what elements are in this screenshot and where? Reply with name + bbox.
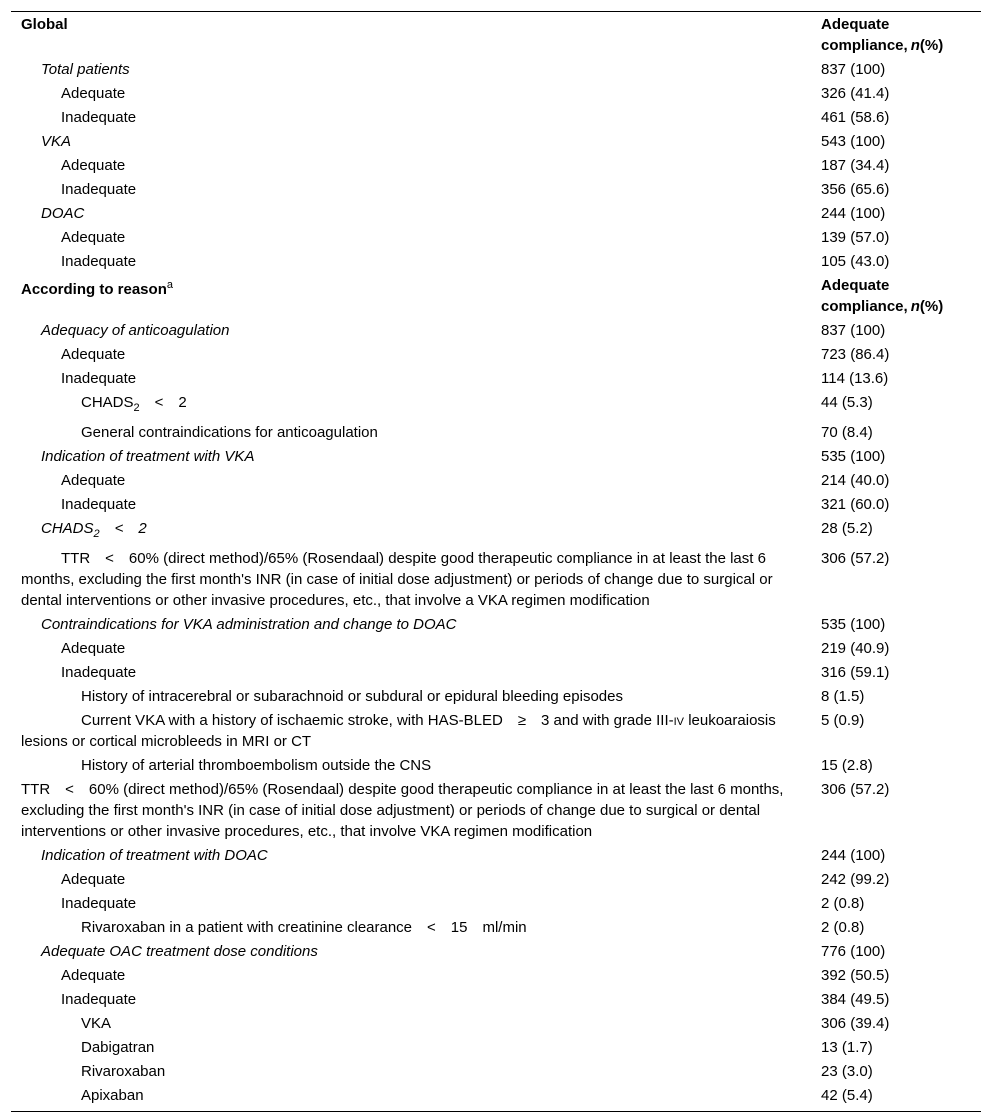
table-row	[11, 547, 981, 613]
row-label-text: Adequate	[61, 157, 126, 174]
table-row	[11, 709, 981, 754]
row-label	[11, 844, 811, 868]
table-row	[11, 778, 981, 844]
row-label	[11, 964, 811, 988]
table-row	[11, 154, 981, 178]
row-label-text: Adequate	[61, 85, 126, 102]
row-label	[11, 1060, 811, 1084]
row-label-text: Inadequate	[61, 181, 137, 198]
row-value: 723 (86.4)	[821, 346, 890, 363]
row-value: 219 (40.9)	[821, 640, 890, 657]
row-value: 535 (100)	[821, 616, 886, 633]
table-row	[11, 1036, 981, 1060]
row-label-text: DOAC	[41, 205, 85, 222]
row-label	[11, 58, 811, 82]
row-label	[11, 421, 811, 445]
row-label-text: Inadequate	[61, 991, 137, 1008]
row-label	[11, 685, 811, 709]
row-label	[11, 709, 811, 754]
table-row	[11, 916, 981, 940]
row-label-text: Inadequate	[61, 253, 137, 270]
footnote-marker: a	[166, 279, 173, 291]
row-value: 306 (57.2)	[821, 550, 890, 567]
n-symbol: n	[910, 37, 920, 54]
table-row	[11, 421, 981, 445]
row-label-suffix: < 2	[139, 394, 187, 411]
row-label	[11, 778, 811, 844]
row-label	[11, 916, 811, 940]
row-value: 105 (43.0)	[821, 253, 890, 270]
row-value: 776 (100)	[821, 943, 886, 960]
row-label-text: History of intracerebral or subarachnoid or subdural or epidural bleeding episodes	[81, 688, 623, 705]
row-label	[11, 154, 811, 178]
row-label-text: Inadequate	[61, 109, 137, 126]
row-label	[11, 367, 811, 391]
row-label	[11, 988, 811, 1012]
row-label-text: VKA	[81, 1015, 112, 1032]
table-row	[11, 892, 981, 916]
table-row	[11, 964, 981, 988]
section-title	[11, 274, 811, 319]
row-label-text: TTR < 60% (direct method)/65% (Rosendaal) despite good therapeutic compliance in at least the last 6 months, excluding the first month's INR (in case of initial dose adjustment) or periods of change due to surgical or dental interventions or other invasive procedures, etc., that involve a VKA regimen modification	[21, 550, 773, 609]
row-value: 306 (39.4)	[821, 1015, 890, 1032]
table-row	[11, 58, 981, 82]
row-value: 321 (60.0)	[821, 496, 890, 513]
row-label	[11, 661, 811, 685]
row-label	[11, 1036, 811, 1060]
row-value: 392 (50.5)	[821, 967, 890, 984]
row-label-text: Inadequate	[61, 895, 137, 912]
row-value: 42 (5.4)	[821, 1087, 873, 1104]
table-row	[11, 1060, 981, 1084]
row-value: 543 (100)	[821, 133, 886, 150]
subscript: 2	[133, 402, 140, 414]
table-row	[11, 940, 981, 964]
row-value: 139 (57.0)	[821, 229, 890, 246]
row-label-text: Current VKA with a history of ischaemic stroke, with HAS-BLED ≥ 3 and with grade III-	[81, 712, 674, 729]
row-value: 187 (34.4)	[821, 157, 890, 174]
table-row	[11, 319, 981, 343]
row-label-text: Adequate	[61, 472, 126, 489]
row-label-text: Apixaban	[81, 1087, 144, 1104]
row-label	[11, 613, 811, 637]
row-label-text: Total patients	[41, 61, 130, 78]
table-row	[11, 988, 981, 1012]
column-header: Adequate compliance, n(%)	[821, 277, 944, 315]
table-row	[11, 130, 981, 154]
section-header-row	[11, 274, 981, 319]
table-row	[11, 517, 981, 547]
row-label	[11, 202, 811, 226]
row-label-text: General contraindications for anticoagulation	[81, 424, 378, 441]
row-label	[11, 130, 811, 154]
row-label-text: Indication of treatment with VKA	[41, 448, 255, 465]
row-label	[11, 106, 811, 130]
row-value: 114 (13.6)	[821, 370, 889, 387]
table-row	[11, 613, 981, 637]
n-symbol: n	[910, 298, 920, 315]
row-value: 837 (100)	[821, 61, 886, 78]
row-label-text: Adequate	[61, 346, 126, 363]
row-label-text: Inadequate	[61, 664, 137, 681]
row-label	[11, 1084, 811, 1112]
row-label-suffix: < 2	[99, 520, 147, 537]
table-row	[11, 868, 981, 892]
row-label	[11, 940, 811, 964]
row-value: 837 (100)	[821, 322, 886, 339]
table-row	[11, 202, 981, 226]
table-row	[11, 685, 981, 709]
table-row	[11, 637, 981, 661]
table-row	[11, 250, 981, 274]
row-value: 28 (5.2)	[821, 520, 873, 537]
table-row	[11, 469, 981, 493]
row-value: 5 (0.9)	[821, 712, 865, 729]
row-value: 214 (40.0)	[821, 472, 890, 489]
table-row	[11, 391, 981, 421]
row-value: 535 (100)	[821, 448, 886, 465]
section-header-row	[11, 12, 981, 59]
row-label	[11, 391, 811, 421]
row-value: 70 (8.4)	[821, 424, 873, 441]
row-label	[11, 517, 811, 547]
row-label	[11, 1012, 811, 1036]
row-value: 8 (1.5)	[821, 688, 865, 705]
row-value: 13 (1.7)	[821, 1039, 873, 1056]
row-label-text: According to reason	[21, 281, 167, 298]
row-label	[11, 445, 811, 469]
row-label-text: Adequate	[61, 229, 126, 246]
row-value: 23 (3.0)	[821, 1063, 873, 1080]
row-value: 44 (5.3)	[821, 394, 873, 411]
row-value: 461 (58.6)	[821, 109, 890, 126]
row-label-text: Adequate OAC treatment dose conditions	[41, 943, 318, 960]
row-label-text: TTR < 60% (direct method)/65% (Rosendaal) despite good therapeutic compliance in at least the last 6 months, excluding the first month's INR (in case of initial dose adjustment) or periods of change due to surgical or dental interventions or other invasive procedures, etc., that involve VKA regimen modification	[21, 781, 784, 840]
table-body	[11, 12, 981, 1112]
row-label-text: Rivaroxaban	[81, 1063, 166, 1080]
row-label-text: Adequate	[61, 871, 126, 888]
row-value: 244 (100)	[821, 847, 886, 864]
row-label-text: Inadequate	[61, 496, 137, 513]
row-label	[11, 493, 811, 517]
row-label-text: History of arterial thromboembolism outside the CNS	[81, 757, 432, 774]
row-label-text: CHADS	[81, 394, 134, 411]
row-label	[11, 469, 811, 493]
row-label	[11, 82, 811, 106]
column-header: Adequate compliance, n(%)	[821, 16, 944, 54]
table-row	[11, 844, 981, 868]
row-label	[11, 319, 811, 343]
table-row	[11, 106, 981, 130]
row-label-text: Adequate	[61, 967, 126, 984]
row-value: 306 (57.2)	[821, 781, 890, 798]
row-label	[11, 892, 811, 916]
row-value: 326 (41.4)	[821, 85, 890, 102]
table-row	[11, 754, 981, 778]
row-label	[11, 178, 811, 202]
table-row	[11, 493, 981, 517]
row-label-text: Inadequate	[61, 370, 137, 387]
table-row	[11, 226, 981, 250]
row-label	[11, 547, 811, 613]
row-value: 2 (0.8)	[821, 919, 865, 936]
table-row	[11, 343, 981, 367]
row-label-text: Indication of treatment with DOAC	[41, 847, 268, 864]
table-row	[11, 178, 981, 202]
row-label	[11, 226, 811, 250]
row-label	[11, 250, 811, 274]
subscript: 2	[93, 528, 100, 540]
row-label	[11, 868, 811, 892]
row-value: 244 (100)	[821, 205, 886, 222]
table-row	[11, 1012, 981, 1036]
row-value: 2 (0.8)	[821, 895, 865, 912]
row-label	[11, 343, 811, 367]
row-value: 356 (65.6)	[821, 181, 890, 198]
row-value: 15 (2.8)	[821, 757, 873, 774]
row-label-text: VKA	[41, 133, 72, 150]
row-label-text: CHADS	[41, 520, 94, 537]
row-label-suffix: leukoaraiosis lesions or cortical microbleeds in MRI or CT	[21, 712, 776, 750]
row-value: 242 (99.2)	[821, 871, 890, 888]
row-label	[11, 754, 811, 778]
row-label-text: Rivaroxaban in a patient with creatinine clearance < 15 ml/min	[81, 919, 527, 936]
row-value: 316 (59.1)	[821, 664, 890, 681]
row-label	[11, 637, 811, 661]
table-row	[11, 1084, 981, 1112]
row-label-text: Global	[21, 16, 68, 33]
section-title	[11, 12, 811, 59]
table-row	[11, 367, 981, 391]
table-row	[11, 82, 981, 106]
compliance-table	[11, 11, 981, 1112]
row-value: 384 (49.5)	[821, 991, 890, 1008]
table-row	[11, 445, 981, 469]
row-label-text: Adequate	[61, 640, 126, 657]
row-label-text: Adequacy of anticoagulation	[41, 322, 230, 339]
table-row	[11, 661, 981, 685]
roman-numeral: iv	[673, 712, 685, 729]
row-label-text: Contraindications for VKA administration and change to DOAC	[41, 616, 457, 633]
row-label-text: Dabigatran	[81, 1039, 155, 1056]
